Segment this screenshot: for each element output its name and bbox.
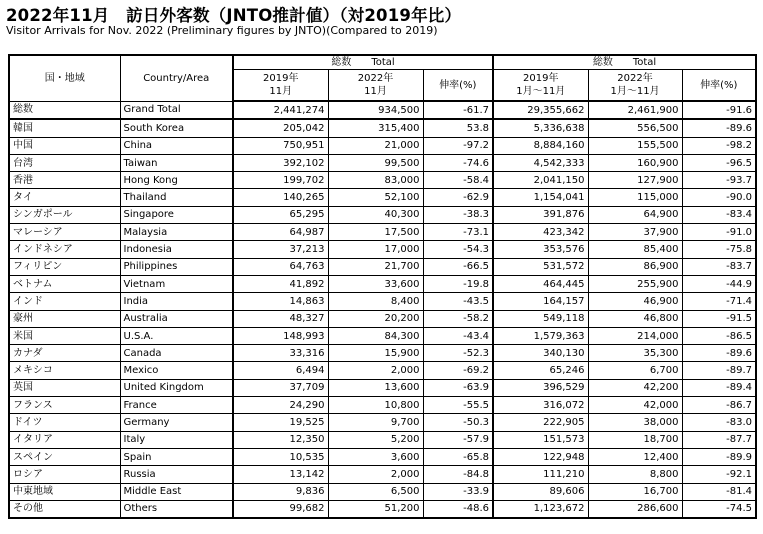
cell-region-ja: カナダ [9,345,120,362]
cell-nov-2022: 8,400 [328,293,423,310]
cell-region-en: Hong Kong [120,172,233,189]
table-row [9,172,756,189]
cell-nov-rate: -54.3 [423,241,493,258]
cell-region-ja: 中東地域 [9,483,120,500]
cell-region-ja: ロシア [9,466,120,483]
cell-ytd-2022: 155,500 [588,137,682,154]
cell-ytd-2019: 5,336,638 [493,119,588,137]
cell-nov-2022: 17,500 [328,224,423,241]
cell-ytd-rate: -89.7 [682,362,756,379]
cell-region-en: India [120,293,233,310]
cell-region-en: Middle East [120,483,233,500]
cell-nov-2022: 21,000 [328,137,423,154]
header-2022-nov-line2: 11月 [364,86,387,97]
cell-nov-2019: 13,142 [233,466,328,483]
cell-region-ja: フランス [9,397,120,414]
cell-nov-2019: 205,042 [233,119,328,137]
cell-region-en: South Korea [120,119,233,137]
header-region-ja: 国・地域 [9,55,120,101]
cell-ytd-2019: 122,948 [493,448,588,465]
cell-nov-rate: -58.2 [423,310,493,327]
cell-nov-rate: -38.3 [423,206,493,223]
cell-region-ja: 米国 [9,327,120,344]
cell-region-ja: タイ [9,189,120,206]
table-row [9,224,756,241]
cell-nov-rate: -65.8 [423,448,493,465]
cell-nov-2019: 140,265 [233,189,328,206]
table-row [9,189,756,206]
cell-nov-2019: 199,702 [233,172,328,189]
cell-region-en: Malaysia [120,224,233,241]
cell-nov-2019: 2,441,274 [233,101,328,119]
cell-ytd-rate: -93.7 [682,172,756,189]
table-row [9,500,756,518]
cell-ytd-2022: 2,461,900 [588,101,682,119]
cell-nov-rate: -73.1 [423,224,493,241]
cell-nov-2019: 750,951 [233,137,328,154]
cell-nov-2019: 65,295 [233,206,328,223]
cell-nov-2022: 315,400 [328,119,423,137]
cell-region-ja: 韓国 [9,119,120,137]
cell-region-en: Mexico [120,362,233,379]
cell-ytd-2022: 6,700 [588,362,682,379]
cell-ytd-rate: -89.6 [682,345,756,362]
cell-region-ja: メキシコ [9,362,120,379]
cell-ytd-2022: 8,800 [588,466,682,483]
header-2019-ytd [493,70,588,102]
cell-region-en: Italy [120,431,233,448]
cell-ytd-rate: -74.5 [682,500,756,518]
cell-ytd-rate: -87.7 [682,431,756,448]
cell-ytd-rate: -71.4 [682,293,756,310]
cell-nov-rate: -19.8 [423,275,493,292]
cell-nov-2022: 934,500 [328,101,423,119]
cell-ytd-rate: -83.7 [682,258,756,275]
cell-ytd-2022: 12,400 [588,448,682,465]
table-row [9,258,756,275]
cell-region-en: Spain [120,448,233,465]
cell-nov-rate: -48.6 [423,500,493,518]
cell-nov-rate: -43.4 [423,327,493,344]
cell-nov-rate: 53.8 [423,119,493,137]
cell-region-en: China [120,137,233,154]
cell-ytd-2022: 85,400 [588,241,682,258]
cell-region-en: United Kingdom [120,379,233,396]
cell-nov-2022: 13,600 [328,379,423,396]
cell-nov-2019: 19,525 [233,414,328,431]
table-row [9,275,756,292]
cell-region-en: Australia [120,310,233,327]
table-row [9,206,756,223]
header-rate-ytd: 伸率(%) [682,70,756,102]
table-row [9,483,756,500]
header-row-1 [9,55,756,70]
cell-ytd-2019: 29,355,662 [493,101,588,119]
cell-nov-2022: 21,700 [328,258,423,275]
cell-region-ja: 豪州 [9,310,120,327]
cell-ytd-2019: 391,876 [493,206,588,223]
cell-nov-2019: 64,987 [233,224,328,241]
cell-nov-2022: 9,700 [328,414,423,431]
cell-nov-2019: 392,102 [233,154,328,171]
cell-ytd-rate: -44.9 [682,275,756,292]
visitor-arrivals-table [8,54,757,519]
header-total-ytd: 総数 Total [493,55,756,70]
cell-region-en: Thailand [120,189,233,206]
header-2022-nov-line1: 2022年 [357,73,394,84]
cell-region-ja: 香港 [9,172,120,189]
table-row [9,431,756,448]
cell-nov-2022: 2,000 [328,466,423,483]
cell-ytd-2019: 531,572 [493,258,588,275]
table-row [9,362,756,379]
cell-ytd-rate: -89.4 [682,379,756,396]
cell-nov-2019: 6,494 [233,362,328,379]
cell-nov-2019: 148,993 [233,327,328,344]
cell-nov-2019: 24,290 [233,397,328,414]
cell-nov-rate: -61.7 [423,101,493,119]
cell-ytd-2019: 111,210 [493,466,588,483]
header-2019-ytd-line2: 1月～11月 [516,86,566,97]
table-row [9,137,756,154]
cell-ytd-2019: 65,246 [493,362,588,379]
cell-region-ja: 台湾 [9,154,120,171]
cell-ytd-2022: 42,200 [588,379,682,396]
cell-ytd-rate: -96.5 [682,154,756,171]
table-row [9,154,756,171]
cell-ytd-rate: -86.5 [682,327,756,344]
cell-region-ja: シンガポール [9,206,120,223]
cell-nov-2022: 15,900 [328,345,423,362]
cell-nov-rate: -55.5 [423,397,493,414]
table-row [9,327,756,344]
cell-region-en: Indonesia [120,241,233,258]
cell-region-en: Germany [120,414,233,431]
table-row [9,293,756,310]
cell-nov-2019: 99,682 [233,500,328,518]
cell-region-en: Canada [120,345,233,362]
table-row [9,310,756,327]
header-2019-nov [233,70,328,102]
cell-ytd-rate: -83.4 [682,206,756,223]
cell-nov-2022: 40,300 [328,206,423,223]
cell-ytd-2022: 115,000 [588,189,682,206]
cell-nov-2022: 3,600 [328,448,423,465]
cell-ytd-2019: 1,579,363 [493,327,588,344]
cell-ytd-2019: 8,884,160 [493,137,588,154]
cell-region-en: Russia [120,466,233,483]
cell-ytd-2022: 64,900 [588,206,682,223]
cell-nov-rate: -84.8 [423,466,493,483]
cell-nov-2022: 17,000 [328,241,423,258]
cell-ytd-2022: 38,000 [588,414,682,431]
header-2019-nov-line2: 11月 [269,86,293,97]
table-body [9,101,756,518]
cell-ytd-2022: 127,900 [588,172,682,189]
cell-ytd-2019: 2,041,150 [493,172,588,189]
cell-ytd-2019: 164,157 [493,293,588,310]
cell-ytd-2022: 86,900 [588,258,682,275]
cell-nov-2022: 33,600 [328,275,423,292]
cell-nov-2022: 20,200 [328,310,423,327]
cell-nov-2022: 83,000 [328,172,423,189]
cell-ytd-rate: -83.0 [682,414,756,431]
cell-ytd-2022: 37,900 [588,224,682,241]
cell-region-ja: インドネシア [9,241,120,258]
cell-nov-rate: -58.4 [423,172,493,189]
table-row [9,448,756,465]
cell-ytd-2022: 255,900 [588,275,682,292]
cell-nov-2019: 14,863 [233,293,328,310]
cell-region-ja: ドイツ [9,414,120,431]
cell-nov-rate: -50.3 [423,414,493,431]
cell-ytd-rate: -89.6 [682,119,756,137]
cell-ytd-rate: -98.2 [682,137,756,154]
cell-region-ja: 中国 [9,137,120,154]
cell-ytd-rate: -91.5 [682,310,756,327]
table-row [9,241,756,258]
cell-nov-2022: 99,500 [328,154,423,171]
cell-nov-2019: 37,709 [233,379,328,396]
cell-ytd-2019: 1,154,041 [493,189,588,206]
cell-ytd-2022: 286,600 [588,500,682,518]
cell-ytd-2019: 353,576 [493,241,588,258]
cell-ytd-rate: -90.0 [682,189,756,206]
table-row [9,101,756,119]
table-row [9,397,756,414]
cell-nov-rate: -74.6 [423,154,493,171]
header-2022-ytd-line1: 2022年 [617,73,653,84]
cell-nov-rate: -66.5 [423,258,493,275]
cell-region-ja: フィリピン [9,258,120,275]
cell-ytd-2019: 549,118 [493,310,588,327]
cell-ytd-2022: 46,900 [588,293,682,310]
cell-ytd-rate: -86.7 [682,397,756,414]
table-row [9,414,756,431]
cell-nov-rate: -63.9 [423,379,493,396]
cell-nov-2022: 10,800 [328,397,423,414]
cell-ytd-rate: -89.9 [682,448,756,465]
cell-nov-2022: 5,200 [328,431,423,448]
cell-region-ja: 総数 [9,101,120,119]
cell-ytd-2022: 556,500 [588,119,682,137]
cell-ytd-2022: 16,700 [588,483,682,500]
cell-ytd-2019: 4,542,333 [493,154,588,171]
cell-ytd-2019: 340,130 [493,345,588,362]
cell-ytd-2019: 316,072 [493,397,588,414]
cell-nov-rate: -97.2 [423,137,493,154]
table-row [9,379,756,396]
cell-ytd-2022: 160,900 [588,154,682,171]
cell-region-en: France [120,397,233,414]
cell-region-ja: マレーシア [9,224,120,241]
table-row [9,345,756,362]
cell-nov-rate: -69.2 [423,362,493,379]
cell-nov-2019: 12,350 [233,431,328,448]
cell-nov-2019: 10,535 [233,448,328,465]
cell-nov-2019: 64,763 [233,258,328,275]
cell-nov-rate: -33.9 [423,483,493,500]
header-2022-nov [328,70,423,102]
cell-nov-2019: 33,316 [233,345,328,362]
cell-ytd-2019: 151,573 [493,431,588,448]
header-region-en: Country/Area [120,55,233,101]
cell-nov-rate: -52.3 [423,345,493,362]
cell-ytd-2019: 1,123,672 [493,500,588,518]
page-title: 2022年11月 訪日外客数（JNTO推計値）（対2019年比） [6,6,462,25]
cell-nov-rate: -43.5 [423,293,493,310]
cell-ytd-2022: 42,000 [588,397,682,414]
table-row [9,119,756,137]
cell-ytd-rate: -81.4 [682,483,756,500]
cell-nov-2022: 2,000 [328,362,423,379]
cell-region-ja: スペイン [9,448,120,465]
cell-ytd-rate: -91.6 [682,101,756,119]
cell-nov-2022: 84,300 [328,327,423,344]
header-2022-ytd [588,70,682,102]
header-total-nov: 総数 Total [233,55,493,70]
cell-ytd-2019: 89,606 [493,483,588,500]
header-2019-nov-line1: 2019年 [263,73,299,84]
cell-ytd-2022: 18,700 [588,431,682,448]
cell-nov-2019: 9,836 [233,483,328,500]
cell-nov-2019: 41,892 [233,275,328,292]
cell-ytd-2019: 396,529 [493,379,588,396]
cell-nov-2022: 51,200 [328,500,423,518]
cell-region-en: Others [120,500,233,518]
cell-nov-2019: 37,213 [233,241,328,258]
cell-nov-2022: 6,500 [328,483,423,500]
cell-region-en: Taiwan [120,154,233,171]
cell-region-ja: 英国 [9,379,120,396]
header-2022-ytd-line2: 1月～11月 [610,86,660,97]
cell-region-en: Philippines [120,258,233,275]
cell-ytd-2022: 214,000 [588,327,682,344]
cell-region-en: Singapore [120,206,233,223]
cell-ytd-rate: -75.8 [682,241,756,258]
cell-nov-2022: 52,100 [328,189,423,206]
header-2019-ytd-line1: 2019年 [523,73,559,84]
cell-ytd-2019: 423,342 [493,224,588,241]
cell-region-ja: インド [9,293,120,310]
cell-region-en: Grand Total [120,101,233,119]
cell-region-ja: その他 [9,500,120,518]
cell-region-en: Vietnam [120,275,233,292]
cell-region-ja: イタリア [9,431,120,448]
header-rate-nov: 伸率(%) [423,70,493,102]
cell-ytd-2019: 464,445 [493,275,588,292]
cell-nov-rate: -57.9 [423,431,493,448]
cell-nov-2019: 48,327 [233,310,328,327]
page-subtitle: Visitor Arrivals for Nov. 2022 (Preliminary figures by JNTO)(Compared to 2019) [6,24,438,37]
cell-ytd-rate: -92.1 [682,466,756,483]
cell-region-ja: ベトナム [9,275,120,292]
cell-region-en: U.S.A. [120,327,233,344]
table-row [9,466,756,483]
cell-nov-rate: -62.9 [423,189,493,206]
cell-ytd-rate: -91.0 [682,224,756,241]
cell-ytd-2022: 46,800 [588,310,682,327]
cell-ytd-2019: 222,905 [493,414,588,431]
cell-ytd-2022: 35,300 [588,345,682,362]
